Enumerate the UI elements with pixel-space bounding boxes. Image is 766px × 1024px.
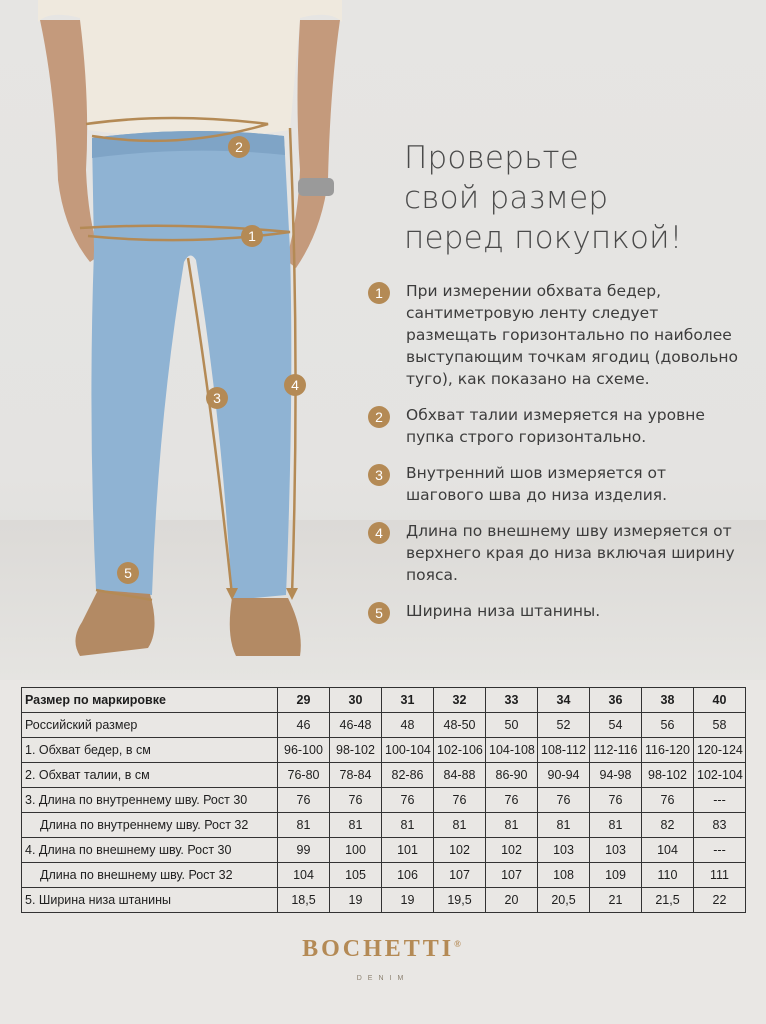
table-cell: 50 (486, 713, 538, 738)
table-cell: 108 (538, 863, 590, 888)
instruction-text: При измерении обхвата бедер, сантиметровую ленту следует размещать горизонтально по наиболее выступающим точкам ягодиц (довольно туго), как показано на схеме. (406, 282, 738, 388)
instruction-item (368, 462, 748, 506)
table-cell: 83 (694, 813, 746, 838)
table-cell: 76 (486, 788, 538, 813)
size-table-wrapper (21, 687, 745, 913)
table-cell: 76 (590, 788, 642, 813)
instruction-number: 1 (368, 282, 390, 304)
table-cell: 78-84 (330, 763, 382, 788)
table-cell: 82 (642, 813, 694, 838)
table-cell: 76 (434, 788, 486, 813)
table-cell: 112-116 (590, 738, 642, 763)
table-cell: 104 (278, 863, 330, 888)
table-cell: 76 (642, 788, 694, 813)
instruction-text: Внутренний шов измеряется от шагового шва до низа изделия. (406, 464, 668, 504)
table-cell: 81 (434, 813, 486, 838)
headline-line: Проверьте (404, 140, 580, 176)
table-cell: 46-48 (330, 713, 382, 738)
instruction-number: 5 (368, 602, 390, 624)
instruction-item (368, 520, 748, 586)
table-header-cell: 29 (278, 688, 330, 713)
table-cell: 102 (434, 838, 486, 863)
table-cell: 20,5 (538, 888, 590, 913)
table-cell: 99 (278, 838, 330, 863)
table-cell: 104-108 (486, 738, 538, 763)
table-cell: 21 (590, 888, 642, 913)
table-cell: 100-104 (382, 738, 434, 763)
brand-reg-mark: ® (454, 939, 464, 949)
table-cell: 116-120 (642, 738, 694, 763)
table-cell: 76-80 (278, 763, 330, 788)
table-cell: 107 (486, 863, 538, 888)
table-cell: 56 (642, 713, 694, 738)
size-table (21, 687, 746, 913)
table-cell: 81 (278, 813, 330, 838)
table-cell: 18,5 (278, 888, 330, 913)
table-cell: 54 (590, 713, 642, 738)
row-label: Длина по внешнему шву. Рост 32 (22, 863, 278, 888)
table-cell: 107 (434, 863, 486, 888)
instructions-list (368, 280, 748, 638)
table-row (22, 713, 746, 738)
table-header-cell: 36 (590, 688, 642, 713)
table-cell: 110 (642, 863, 694, 888)
table-body (22, 713, 746, 913)
table-header-row (22, 688, 746, 713)
row-label: 2. Обхват талии, в см (22, 763, 278, 788)
table-cell: 76 (278, 788, 330, 813)
table-cell: 84-88 (434, 763, 486, 788)
instruction-item (368, 404, 748, 448)
table-row (22, 813, 746, 838)
table-cell: 76 (330, 788, 382, 813)
table-row (22, 738, 746, 763)
table-cell: 104 (642, 838, 694, 863)
table-header-cell: 38 (642, 688, 694, 713)
table-cell: 102 (486, 838, 538, 863)
table-cell: 102-104 (694, 763, 746, 788)
table-cell: 109 (590, 863, 642, 888)
table-cell: --- (694, 788, 746, 813)
table-cell: 103 (538, 838, 590, 863)
table-cell: 52 (538, 713, 590, 738)
table-cell: 81 (590, 813, 642, 838)
table-cell: 76 (538, 788, 590, 813)
instruction-item (368, 600, 748, 624)
table-cell: 96-100 (278, 738, 330, 763)
table-cell: 58 (694, 713, 746, 738)
table-cell: 22 (694, 888, 746, 913)
table-row (22, 863, 746, 888)
table-header-cell: Размер по маркировке (22, 688, 278, 713)
table-cell: 46 (278, 713, 330, 738)
marker-3: 3 (206, 387, 228, 409)
table-cell: 90-94 (538, 763, 590, 788)
right-shoe (230, 598, 301, 656)
row-label: 3. Длина по внутреннему шву. Рост 30 (22, 788, 278, 813)
table-cell: 76 (382, 788, 434, 813)
table-cell: 108-112 (538, 738, 590, 763)
row-label: 1. Обхват бедер, в см (22, 738, 278, 763)
table-cell: 101 (382, 838, 434, 863)
brand-name: BOCHETTI (302, 936, 455, 962)
left-shoe (75, 590, 154, 656)
table-cell: 111 (694, 863, 746, 888)
marker-5: 5 (117, 562, 139, 584)
row-label: Российский размер (22, 713, 278, 738)
table-cell: 102-106 (434, 738, 486, 763)
table-header-cell: 33 (486, 688, 538, 713)
row-label: Длина по внутреннему шву. Рост 32 (22, 813, 278, 838)
instruction-text: Длина по внешнему шву измеряется от верхнего края до низа включая ширину пояса. (406, 522, 735, 584)
table-header-cell: 40 (694, 688, 746, 713)
table-cell: 82-86 (382, 763, 434, 788)
table-cell: 106 (382, 863, 434, 888)
table-row (22, 763, 746, 788)
table-cell: 19 (382, 888, 434, 913)
headline (404, 138, 744, 258)
table-cell: 81 (486, 813, 538, 838)
table-cell: --- (694, 838, 746, 863)
table-cell: 81 (382, 813, 434, 838)
table-cell: 21,5 (642, 888, 694, 913)
table-cell: 81 (538, 813, 590, 838)
table-row (22, 888, 746, 913)
table-cell: 120-124 (694, 738, 746, 763)
table-cell: 100 (330, 838, 382, 863)
table-cell: 103 (590, 838, 642, 863)
instruction-text: Ширина низа штанины. (406, 602, 601, 620)
table-cell: 86-90 (486, 763, 538, 788)
jeans (91, 131, 291, 600)
table-row (22, 838, 746, 863)
marker-2: 2 (228, 136, 250, 158)
brand-subtitle: DENIM (356, 975, 410, 982)
table-cell: 81 (330, 813, 382, 838)
table-cell: 19 (330, 888, 382, 913)
table-cell: 48 (382, 713, 434, 738)
table-cell: 20 (486, 888, 538, 913)
instruction-text: Обхват талии измеряется на уровне пупка строго горизонтально. (406, 406, 705, 446)
table-cell: 19,5 (434, 888, 486, 913)
table-cell: 105 (330, 863, 382, 888)
table-cell: 98-102 (330, 738, 382, 763)
table-header-cell: 32 (434, 688, 486, 713)
watch (298, 178, 334, 196)
instruction-item (368, 280, 748, 390)
table-header-cell: 34 (538, 688, 590, 713)
instruction-number: 2 (368, 406, 390, 428)
row-label: 4. Длина по внешнему шву. Рост 30 (22, 838, 278, 863)
instruction-number: 3 (368, 464, 390, 486)
table-cell: 48-50 (434, 713, 486, 738)
table-cell: 98-102 (642, 763, 694, 788)
table-cell: 94-98 (590, 763, 642, 788)
table-header-cell: 30 (330, 688, 382, 713)
headline-line: свой размер (404, 180, 609, 216)
brand-logo (0, 936, 766, 963)
row-label: 5. Ширина низа штанины (22, 888, 278, 913)
marker-4: 4 (284, 374, 306, 396)
instruction-number: 4 (368, 522, 390, 544)
table-header-cell: 31 (382, 688, 434, 713)
table-row (22, 788, 746, 813)
marker-1: 1 (241, 225, 263, 247)
headline-line: перед покупкой! (404, 220, 683, 256)
